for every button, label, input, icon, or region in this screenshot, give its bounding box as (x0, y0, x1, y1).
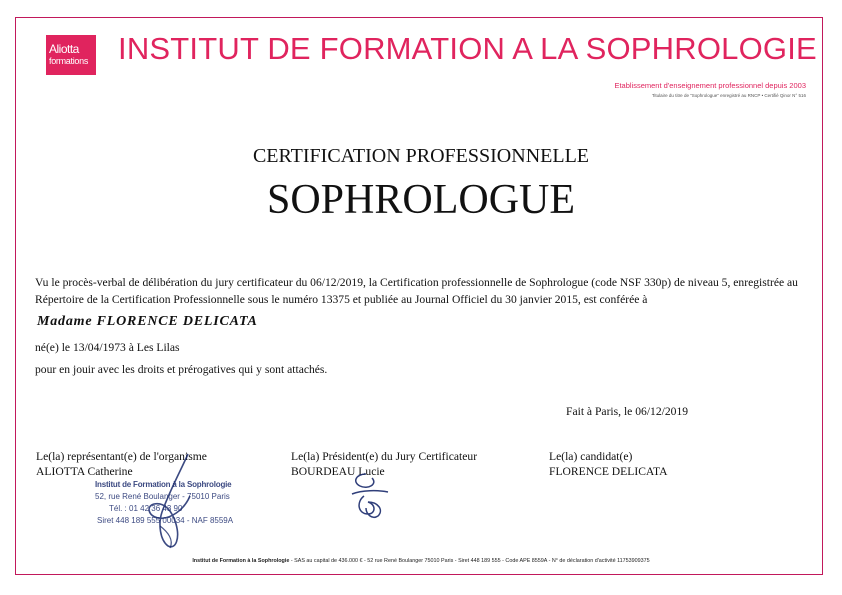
stamp-line: 52, rue René Boulanger - 75010 Paris (95, 492, 230, 501)
certificate-footer (0, 558, 842, 564)
certificate-title: CERTIFICATION PROFESSIONNELLE (252, 145, 590, 167)
footer-org: Institut de Formation à la Sophrologie (192, 558, 290, 564)
institute-name: INSTITUT DE FORMATION A LA SOPHROLOGIE (118, 31, 817, 66)
stamp-line: Tél. : 01 42 36 43 90 (109, 504, 183, 513)
footer-details: - SAS au capital de 436.000 € - 52 rue René Boulanger 75010 Paris - Siret 448 189 555 - Code APE 8559A - N° de déclaration d'activité 11753909375 (289, 558, 650, 564)
rights-statement: pour en jouir avec les droits et prérogatives qui y sont attachés. (35, 363, 328, 376)
stamp-line: Institut de Formation à la Sophrologie (95, 480, 232, 489)
handwritten-signature-organisation (140, 452, 220, 552)
logo-line2: formations (49, 56, 89, 66)
birth-info: né(e) le 13/04/1973 à Les Lilas (35, 341, 180, 354)
stamp-line: Siret 448 189 555 00034 - NAF 8559A (97, 516, 234, 525)
institute-note: Titulaire du titre de "Sophrologue" enregistré au RNCP • Certifié Qinor N° 516 (651, 93, 806, 98)
signature-name: FLORENCE DELICATA (549, 465, 668, 478)
signature-role: Le(la) Président(e) du Jury Certificateur (291, 450, 478, 463)
signature-role: Le(la) candidat(e) (549, 450, 633, 463)
certificate-body: Vu le procès-verbal de délibération du jury certificateur du 06/12/2019, la Certification professionnelle de Sophrologue (code NSF 330p) de niveau 5, enregistrée au Répertoire de la Certification Professionnelle sous le numéro 13375 et publiée au Journal Officiel du 30 janvier 2015, est conférée à (35, 276, 798, 306)
signature-name: BOURDEAU Lucie (291, 465, 385, 478)
signature-role: Le(la) représentant(e) de l'organisme (36, 450, 207, 463)
certificate-main-title: SOPHROLOGUE (266, 177, 576, 223)
signature-name: ALIOTTA Catherine (36, 465, 133, 478)
logo-line1: Aliotta (49, 42, 79, 56)
institute-subtitle: Etablissement d'enseignement professionnel depuis 2003 (614, 81, 806, 90)
handwritten-signature-jury-president (338, 470, 398, 520)
signature-block-candidate (549, 449, 668, 479)
place-date: Fait à Paris, le 06/12/2019 (566, 405, 689, 418)
aliotta-logo (46, 35, 96, 75)
candidate-name: Madame FLORENCE DELICATA (37, 314, 258, 329)
